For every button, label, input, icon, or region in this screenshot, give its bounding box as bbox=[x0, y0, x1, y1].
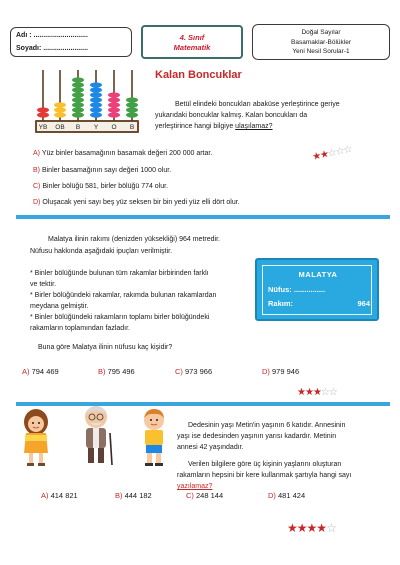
metin-boy-illustration bbox=[136, 407, 172, 467]
star-filled-icon: ★ bbox=[287, 521, 297, 535]
star-empty-icon: ☆ bbox=[326, 147, 337, 160]
q1-option-b[interactable] bbox=[33, 166, 171, 176]
star-filled-icon: ★ bbox=[297, 387, 305, 398]
q2-intro-line-1: Malatya ilinin rakımı (denizden yüksekliği) 964 metredir. bbox=[48, 236, 220, 243]
q3-option-a-key: A) bbox=[41, 491, 49, 500]
q1-option-d-key: D) bbox=[33, 199, 41, 206]
star-empty-icon: ☆ bbox=[320, 387, 329, 398]
abacus-illustration bbox=[33, 64, 141, 134]
abacus-label-b1: B bbox=[75, 124, 81, 131]
q1-text-line-3 bbox=[155, 121, 273, 132]
q2-option-b-text: 795 496 bbox=[107, 367, 135, 376]
q2-clue-2-line-2: meydana gelmiştir. bbox=[30, 303, 89, 310]
question-1-title: Kalan Boncuklar bbox=[155, 69, 242, 81]
q1-option-d[interactable] bbox=[33, 198, 240, 208]
q3-option-c-key: C) bbox=[186, 491, 194, 500]
q2-option-a-text: 794 469 bbox=[31, 367, 59, 376]
topic-line-3: Yeni Nesil Sorular-1 bbox=[292, 48, 350, 55]
q2-clue-3-line-1: * Binler bölüğündeki rakamların toplamı birler bölüğündeki bbox=[30, 314, 210, 321]
q2-difficulty-stars bbox=[297, 387, 337, 398]
q1-option-b-key: B) bbox=[33, 167, 40, 174]
malatya-card-title: MALATYA bbox=[298, 270, 338, 279]
star-filled-icon: ★ bbox=[319, 148, 330, 162]
q3-option-c-text: 248 144 bbox=[196, 491, 224, 500]
malatya-altitude-label: Rakım: bbox=[268, 299, 294, 308]
abacus-label-yb: YB bbox=[38, 124, 48, 131]
mother-illustration bbox=[16, 407, 56, 467]
q3-text-line-2: yaşı ise dedesinden yaşının yarısı kadardır. Metinin bbox=[177, 433, 337, 440]
q3-option-c[interactable] bbox=[186, 491, 223, 500]
topic-line-1: Doğal Sayılar bbox=[301, 29, 341, 36]
grade-label: 4. Sınıf bbox=[179, 33, 205, 42]
star-filled-icon: ★ bbox=[304, 387, 313, 398]
q3-option-b-text: 444 182 bbox=[124, 491, 152, 500]
q3-option-a[interactable] bbox=[41, 491, 78, 500]
q3-option-d[interactable] bbox=[268, 491, 305, 500]
q3-option-a-text: 414 821 bbox=[50, 491, 78, 500]
name-field-label: Adı : ............................ bbox=[16, 32, 88, 39]
q2-option-d-text: 979 946 bbox=[272, 367, 300, 376]
star-filled-icon: ★ bbox=[296, 521, 307, 535]
q1-option-c[interactable] bbox=[33, 182, 168, 192]
q2-question: Buna göre Malatya ilinin nüfusu kaç kişidir? bbox=[38, 344, 173, 351]
q2-option-c[interactable] bbox=[175, 367, 212, 376]
grandfather-illustration bbox=[74, 403, 118, 467]
malatya-population-label: Nüfus: ............... bbox=[268, 285, 326, 294]
q3-option-b[interactable] bbox=[115, 491, 152, 500]
surname-field-label: Soyadı: ....................... bbox=[16, 45, 88, 52]
q1-option-a[interactable] bbox=[33, 149, 212, 159]
q3-difficulty-stars bbox=[287, 521, 336, 535]
q2-option-d[interactable] bbox=[262, 367, 299, 376]
q2-option-d-key: D) bbox=[262, 367, 270, 376]
q3-option-b-key: B) bbox=[115, 491, 123, 500]
q1-text-line-1: Betül elindeki boncukları abaküse yerleştirince geriye bbox=[175, 101, 340, 108]
q1-option-a-text: Yüz binler basamağının basamak değeri 200 000 artar. bbox=[41, 150, 213, 157]
q1-option-b-text: Binler basamağının sayı değeri 1000 olur. bbox=[41, 167, 172, 174]
q2-option-a[interactable] bbox=[22, 367, 59, 376]
q2-option-c-key: C) bbox=[175, 367, 183, 376]
q1-option-c-key: C) bbox=[33, 183, 41, 190]
q1-option-a-key: A) bbox=[33, 150, 40, 157]
malatya-info-card bbox=[255, 258, 379, 321]
q2-clue-1-line-2: ve tektir. bbox=[30, 281, 57, 288]
q3-option-d-key: D) bbox=[268, 491, 276, 500]
student-info-box bbox=[10, 27, 132, 57]
q2-option-c-text: 973 966 bbox=[185, 367, 213, 376]
q2-clue-1-line-1: * Binler bölüğünde bulunan tüm rakamlar birbirinden farklı bbox=[30, 270, 209, 277]
q2-clue-2-line-1: * Birler bölüğündeki rakamlar, rakımda bulunan rakamlardan bbox=[30, 292, 217, 299]
abacus-label-ob: OB bbox=[55, 124, 65, 131]
subject-label: Matematik bbox=[173, 43, 211, 52]
q2-option-a-key: A) bbox=[22, 367, 30, 376]
q1-text-line-3-plain: yerleştirince hangi bilgiye bbox=[155, 123, 234, 130]
abacus-label-y: Y bbox=[93, 124, 99, 131]
section-divider-2 bbox=[16, 402, 390, 406]
q3-option-d-text: 481 424 bbox=[278, 491, 306, 500]
malatya-altitude-row bbox=[268, 299, 370, 308]
star-empty-icon: ☆ bbox=[328, 387, 337, 398]
q1-text-line-2: yukarıdaki boncuklar kalmış. Kalan boncukları da bbox=[155, 112, 308, 119]
star-empty-icon: ☆ bbox=[342, 143, 353, 157]
q3-text-line-5: rakamların hepsini bir kere kullanmak şartıyla hangi sayı bbox=[177, 472, 352, 479]
star-filled-icon: ★ bbox=[312, 387, 321, 398]
star-empty-icon: ☆ bbox=[326, 521, 336, 535]
q1-option-c-text: Binler bölüğü 581, birler bölüğü 774 olur. bbox=[42, 183, 169, 190]
q3-question-keyword: yazılamaz? bbox=[177, 483, 213, 490]
star-empty-icon: ☆ bbox=[334, 145, 345, 159]
abacus-label-o: O bbox=[111, 124, 117, 131]
section-divider-1 bbox=[16, 215, 390, 219]
q1-option-d-text: Oluşacak yeni sayı beş yüz seksen bir bin yedi yüz elli dört olur. bbox=[42, 199, 240, 206]
q3-text-line-1: Dedesinin yaşı Metin'in yaşının 6 katıdır. Annesinin bbox=[188, 422, 346, 429]
q1-difficulty-stars bbox=[311, 144, 352, 163]
malatya-altitude-value: 964 bbox=[357, 299, 370, 308]
abacus-label-b2: B bbox=[129, 124, 135, 131]
q2-option-b-key: B) bbox=[98, 367, 106, 376]
q2-intro-line-2: Nüfusu hakkında aşağıdaki ipuçları verilmiştir. bbox=[30, 248, 173, 255]
q3-text-line-4: Verilen bilgilere göre üç kişinin yaşlarını oluşturan bbox=[188, 461, 342, 468]
topic-box bbox=[252, 24, 390, 60]
star-filled-icon: ★ bbox=[316, 521, 327, 535]
star-filled-icon: ★ bbox=[311, 150, 322, 164]
malatya-card-frame bbox=[262, 265, 372, 315]
topic-line-2: Basamaklar-Bölükler bbox=[291, 38, 351, 46]
q3-text-line-3: annesi 42 yaşındadır. bbox=[177, 444, 244, 451]
q2-clue-3-line-2: rakamların toplamından fazladır. bbox=[30, 325, 130, 332]
q2-option-b[interactable] bbox=[98, 367, 135, 376]
abacus-beads bbox=[37, 77, 138, 117]
grade-subject-box bbox=[141, 25, 243, 59]
q1-question-keyword: ulaşılamaz? bbox=[235, 123, 273, 130]
star-filled-icon: ★ bbox=[306, 521, 317, 535]
